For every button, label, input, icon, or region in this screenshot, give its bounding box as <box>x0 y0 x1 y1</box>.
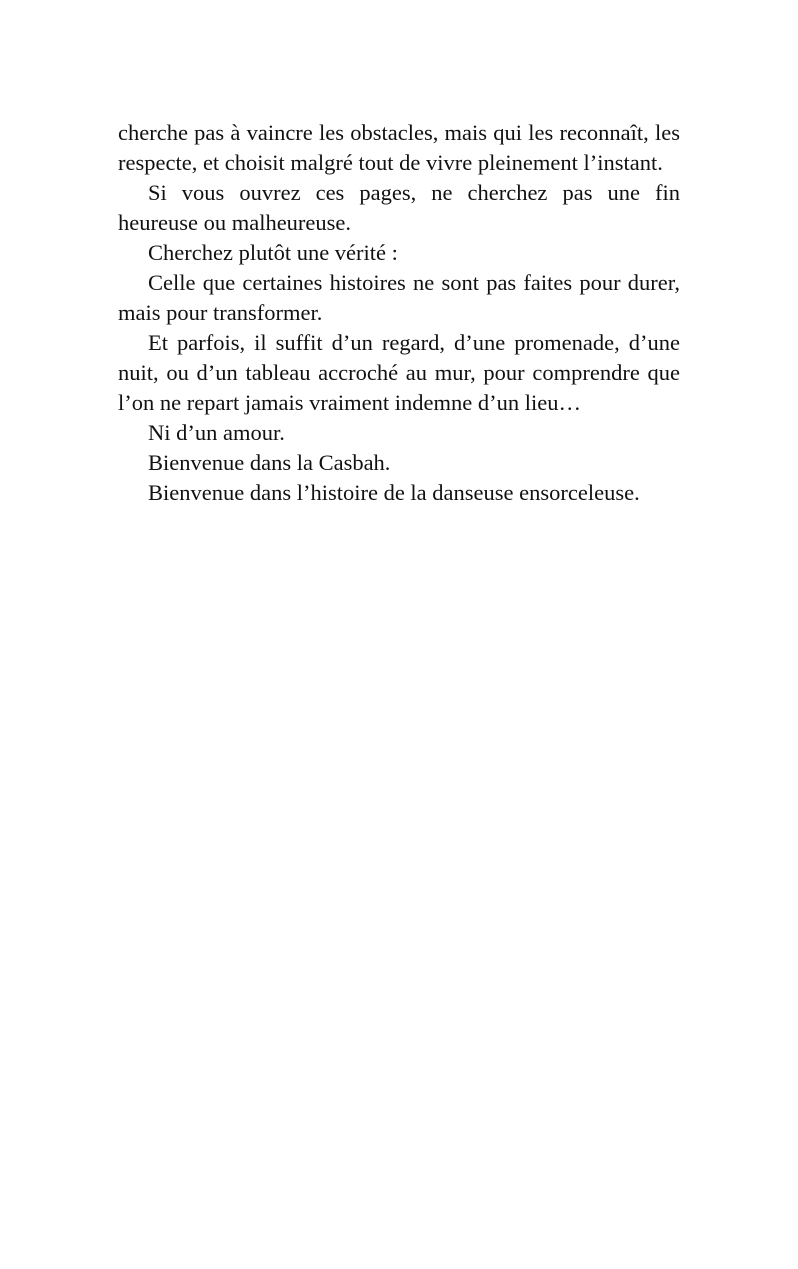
paragraph: Et parfois, il suffit d’un regard, d’une promenade, d’une nuit, ou d’un tableau accroché au mur, pour comprendre que l’on ne repart jamais vraiment indemne d’un lieu… <box>118 330 680 415</box>
paragraph: Cherchez plutôt une vérité : <box>148 240 398 265</box>
paragraph: Si vous ouvrez ces pages, ne cherchez pas une fin heureuse ou malheureuse. <box>118 180 680 235</box>
paragraph: Bienvenue dans la Casbah. <box>148 450 391 475</box>
body-text <box>118 118 680 508</box>
paragraph: Bienvenue dans l’histoire de la danseuse ensorceleuse. <box>148 480 640 505</box>
paragraph: Celle que certaines histoires ne sont pas faites pour durer, mais pour transformer. <box>118 270 680 325</box>
paragraph-continuation: cherche pas à vaincre les obstacles, mais qui les reconnaît, les respecte, et choisit malgré tout de vivre pleinement l’instant. <box>118 120 680 175</box>
paragraph: Ni d’un amour. <box>148 420 285 445</box>
